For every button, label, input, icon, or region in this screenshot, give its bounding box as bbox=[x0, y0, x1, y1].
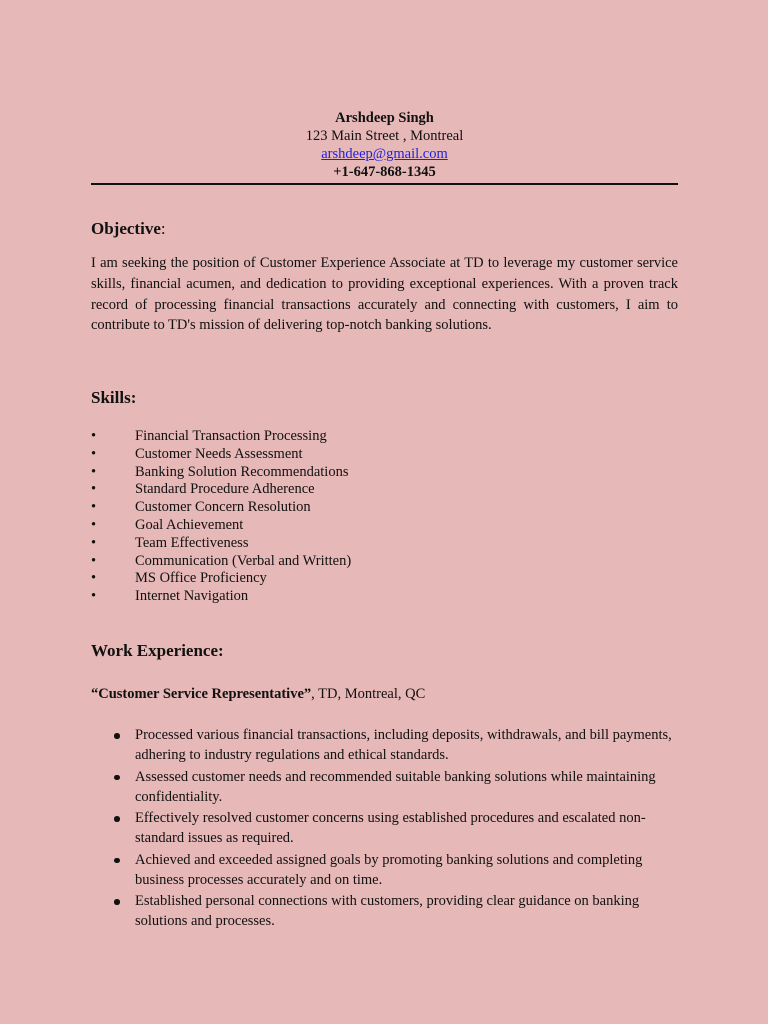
skill-item: • Customer Concern Resolution bbox=[91, 499, 311, 516]
duty-item: Achieved and exceeded assigned goals by promoting banking solutions and completing business processes accurately and on time. bbox=[91, 850, 678, 890]
phone-number: +1-647-868-1345 bbox=[333, 164, 436, 180]
skill-item: • Internet Navigation bbox=[91, 588, 249, 605]
skill-item: • Financial Transaction Processing bbox=[91, 428, 327, 444]
skills-heading: Skills: bbox=[91, 388, 137, 407]
bullet-icon bbox=[114, 733, 120, 739]
skill-item: • Team Effectiveness bbox=[91, 534, 249, 551]
duty-item: Processed various financial transactions, including deposits, withdrawals, and bill payments, adhering to industry regulations and ethical standards. bbox=[91, 725, 678, 765]
skill-item: • Banking Solution Recommendations bbox=[91, 463, 349, 480]
skill-item: • MS Office Proficiency bbox=[91, 570, 267, 587]
skill-item: • Goal Achievement bbox=[91, 516, 244, 533]
work-experience-heading: Work Experience: bbox=[91, 641, 224, 660]
objective-heading: Objective: bbox=[91, 219, 166, 238]
address: 123 Main Street , Montreal bbox=[305, 128, 464, 144]
bullet-icon bbox=[114, 775, 120, 781]
bullet-icon bbox=[114, 816, 120, 822]
duty-item: Assessed customer needs and recommended suitable banking solutions while maintaining confidentiality. bbox=[91, 767, 678, 807]
skill-item: • Standard Procedure Adherence bbox=[91, 481, 315, 498]
skill-item: • Communication (Verbal and Written) bbox=[91, 552, 352, 569]
duty-item: Effectively resolved customer concerns using established procedures and escalated non-standard issues as required. bbox=[91, 808, 678, 848]
job-company: , TD, Montreal, QC bbox=[311, 686, 426, 702]
job-duties-list bbox=[91, 725, 678, 933]
contact-header bbox=[91, 109, 678, 181]
duty-item: Established personal connections with customers, providing clear guidance on banking solutions and processes. bbox=[91, 891, 678, 931]
skill-item: • Customer Needs Assessment bbox=[91, 445, 303, 462]
objective-paragraph: I am seeking the position of Customer Experience Associate at TD to leverage my customer service skills, financial acumen, and dedication to providing exceptional experiences. With a proven track record of processing financial transactions accurately and connecting with customers, I aim to contribute to TD's mission of delivering top-notch banking solutions. bbox=[91, 255, 678, 334]
candidate-name: Arshdeep Singh bbox=[335, 110, 434, 126]
skills-list bbox=[91, 428, 351, 606]
bullet-icon bbox=[114, 858, 120, 864]
email-link[interactable]: arshdeep@gmail.com bbox=[321, 146, 448, 162]
job-title bbox=[91, 686, 425, 703]
header-divider bbox=[91, 183, 678, 185]
job-role: “Customer Service Representative” bbox=[91, 686, 312, 702]
bullet-icon bbox=[114, 899, 120, 905]
